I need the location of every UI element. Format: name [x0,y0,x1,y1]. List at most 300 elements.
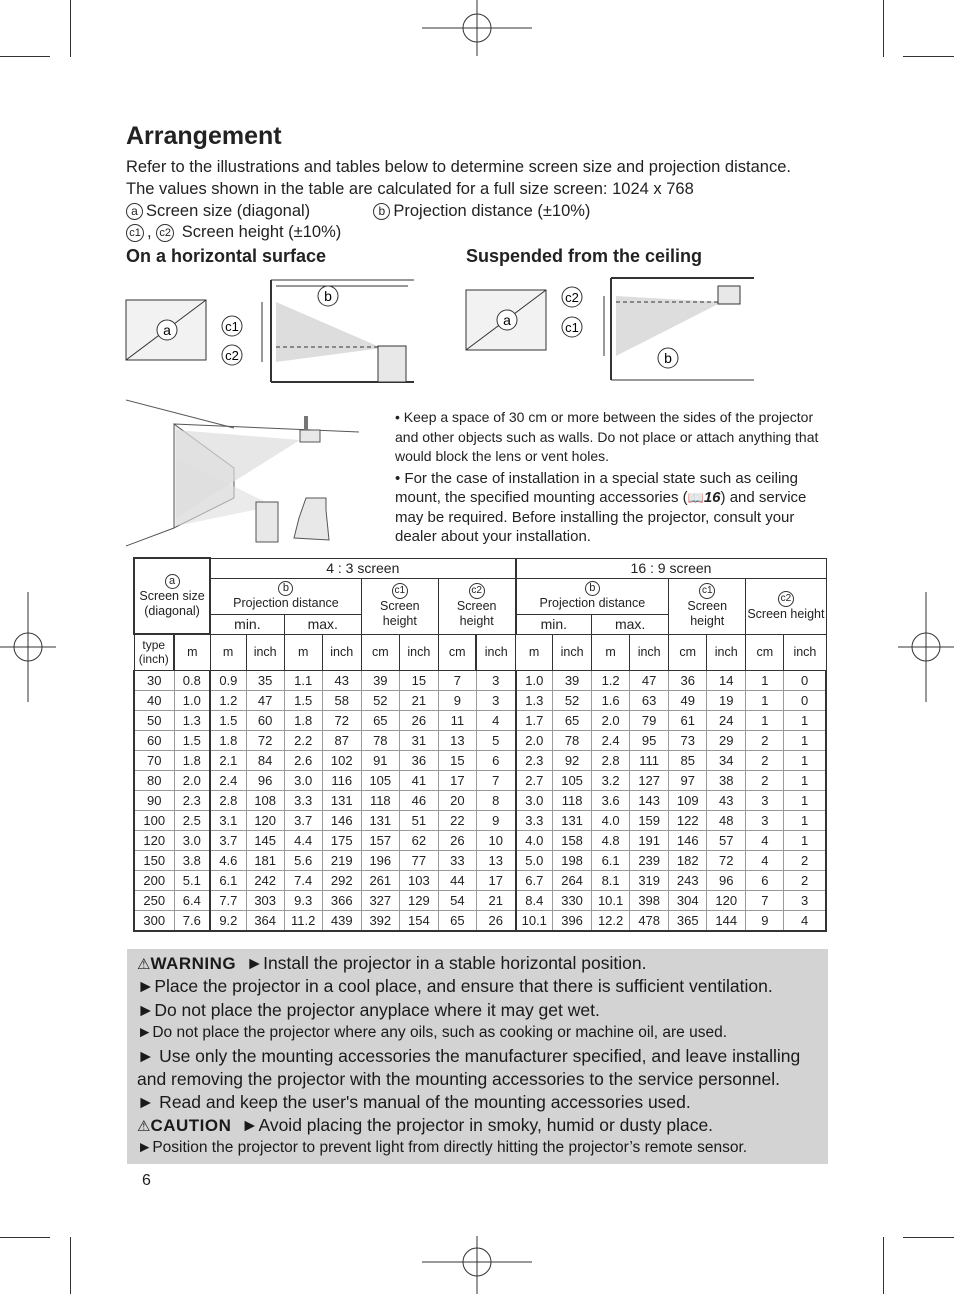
table-row [134,830,826,850]
table-row [134,810,826,830]
table-cell: 3.3 [516,810,553,830]
table-cell: 103 [399,870,438,890]
table-cell: 2 [746,730,784,750]
table-cell: 46 [399,790,438,810]
table-cell: 154 [399,910,438,931]
table-cell: 77 [399,850,438,870]
table-cell: 80 [134,770,174,790]
head-unit: m [592,634,630,670]
intro-line-1: Refer to the illustrations and tables below to determine screen size and projection distance. [126,158,791,176]
head-c1-43-text: Screen height [380,599,420,628]
table-cell: 72 [322,710,361,730]
table-cell: 96 [707,870,746,890]
warning-line-3: ►Do not place the projector anyplace where it may get wet. [137,1000,600,1020]
marker-a: a [126,203,143,220]
table-cell: 2.6 [284,750,322,770]
head-unit: inch [784,634,826,670]
table-cell: 84 [246,750,284,770]
table-cell: 108 [246,790,284,810]
table-cell: 4 [784,910,826,931]
table-cell: 15 [438,750,476,770]
table-cell: 4.4 [284,830,322,850]
warning-box [127,949,828,1164]
table-cell: 60 [134,730,174,750]
table-cell: 100 [134,810,174,830]
note-special-ref: 16 [703,489,721,506]
caution-triangle-icon: ⚠ [137,1118,151,1135]
table-cell: 10.1 [516,910,553,931]
head-screen-size-text: Screen size (diagonal) [139,588,205,618]
table-cell: 304 [669,890,707,910]
head-unit: m [516,634,553,670]
table-cell: 3.0 [516,790,553,810]
table-cell: 1 [784,810,826,830]
table-cell: 2.7 [516,770,553,790]
table-cell: 5 [476,730,515,750]
table-cell: 1.2 [210,690,246,710]
table-cell: 7.7 [210,890,246,910]
table-cell: 79 [630,710,669,730]
note-special-pre: • For the case of installation in a special state such as ceiling mount, the specified mounting accessories ( [395,469,798,506]
head-c1-169-text: Screen height [687,599,728,628]
legend-comma: , [147,223,152,241]
head-mark-c1-43: c1 [392,583,408,599]
c-label-c1: c1 [565,320,579,335]
head-unit: inch [630,634,669,670]
table-cell: 1 [746,690,784,710]
table-cell: 3.0 [284,770,322,790]
caution-tag: CAUTION [150,1116,232,1135]
head-mark-c2-43: c2 [469,583,485,599]
table-cell: 9 [746,910,784,931]
table-cell: 36 [669,670,707,690]
table-cell: 65 [361,710,399,730]
table-cell: 303 [246,890,284,910]
table-cell: 105 [361,770,399,790]
warning-line-1 [137,953,646,974]
caution-line-2: ►Position the projector to prevent light from directly hitting the projector’s remote sensor. [137,1139,748,1156]
table-row [134,690,826,710]
table-cell: 131 [361,810,399,830]
table-cell: 2.8 [592,750,630,770]
table-cell: 7 [438,670,476,690]
table-cell: 327 [361,890,399,910]
table-cell: 2.3 [516,750,553,770]
table-cell: 95 [630,730,669,750]
table-cell: 2.4 [592,730,630,750]
table-row [134,670,826,690]
head-unit: cm [438,634,476,670]
head-unit: inch [553,634,592,670]
head-proj-43-text: Projection distance [233,596,339,611]
table-cell: 3.8 [174,850,210,870]
table-cell: 43 [322,670,361,690]
table-cell: 65 [553,710,592,730]
head-type-inch: type (inch) [134,634,174,670]
head-mark-a: a [165,574,180,589]
table-cell: 239 [630,850,669,870]
table-cell: 22 [438,810,476,830]
table-cell: 191 [630,830,669,850]
table-cell: 13 [476,850,515,870]
table-cell: 6.4 [174,890,210,910]
table-cell: 264 [553,870,592,890]
table-cell: 87 [322,730,361,750]
table-cell: 198 [553,850,592,870]
table-cell: 0.9 [210,670,246,690]
table-cell: 65 [438,910,476,931]
c-label-b: b [664,350,672,366]
warning-triangle-icon: ⚠ [137,956,151,973]
table-cell: 54 [438,890,476,910]
table-cell: 12.2 [592,910,630,931]
table-cell: 4.8 [592,830,630,850]
table-cell: 38 [707,770,746,790]
table-cell: 392 [361,910,399,931]
table-cell: 11 [438,710,476,730]
table-cell: 39 [553,670,592,690]
table-body [134,670,826,931]
table-cell: 158 [553,830,592,850]
page-title: Arrangement [126,122,282,150]
table-cell: 4.6 [210,850,246,870]
table-cell: 1.8 [210,730,246,750]
table-cell: 1.6 [592,690,630,710]
table-row [134,910,826,931]
table-cell: 6.7 [516,870,553,890]
table-cell: 2.2 [284,730,322,750]
table-cell: 97 [669,770,707,790]
table-cell: 17 [438,770,476,790]
table-cell: 9.3 [284,890,322,910]
table-cell: 2 [746,770,784,790]
table-cell: 109 [669,790,707,810]
table-cell: 120 [707,890,746,910]
table-cell: 3.0 [174,830,210,850]
table-cell: 7 [476,770,515,790]
table-cell: 175 [322,830,361,850]
table-cell: 52 [553,690,592,710]
table-cell: 72 [707,850,746,870]
table-cell: 6 [746,870,784,890]
table-cell: 47 [246,690,284,710]
table-cell: 7 [746,890,784,910]
table-row [134,850,826,870]
table-cell: 72 [246,730,284,750]
table-cell: 1.3 [174,710,210,730]
table-cell: 150 [134,850,174,870]
head-unit: inch [322,634,361,670]
c-label-a: a [503,312,511,328]
head-screen-size [134,558,210,634]
table-cell: 6.1 [592,850,630,870]
table-cell: 1 [784,710,826,730]
table-cell: 57 [707,830,746,850]
table-cell: 19 [707,690,746,710]
c-label-c2: c2 [565,290,579,305]
table-cell: 5.6 [284,850,322,870]
table-cell: 2.0 [516,730,553,750]
head-max-43: max. [284,614,361,634]
table-cell: 60 [246,710,284,730]
head-group-169: 16 : 9 screen [516,558,827,578]
table-cell: 2.0 [592,710,630,730]
table-cell: 44 [438,870,476,890]
page-number: 6 [142,1172,151,1189]
table-cell: 8 [476,790,515,810]
table-cell: 21 [476,890,515,910]
table-cell: 10.1 [592,890,630,910]
marker-c1: c1 [126,224,144,242]
table-cell: 11.2 [284,910,322,931]
table-cell: 10 [476,830,515,850]
table-cell: 3.1 [210,810,246,830]
head-unit: cm [746,634,784,670]
table-cell: 26 [438,830,476,850]
table-cell: 3.7 [210,830,246,850]
legend-b-text: Projection distance (±10%) [393,202,591,220]
table-cell: 250 [134,890,174,910]
table-cell: 6 [476,750,515,770]
table-cell: 365 [669,910,707,931]
section-horizontal: On a horizontal surface [126,246,327,266]
table-cell: 92 [553,750,592,770]
warning-tag: WARNING [150,954,237,973]
table-cell: 4.0 [516,830,553,850]
table-cell: 14 [707,670,746,690]
table-cell: 17 [476,870,515,890]
table-cell: 96 [246,770,284,790]
room-illustration [124,398,364,548]
horizontal-diagram [120,272,420,392]
table-cell: 43 [707,790,746,810]
table-cell: 20 [438,790,476,810]
table-cell: 2 [784,870,826,890]
table-cell: 33 [438,850,476,870]
table-cell: 8.1 [592,870,630,890]
table-cell: 0 [784,690,826,710]
ceiling-diagram [460,272,760,387]
table-cell: 3.3 [284,790,322,810]
warning-line-2: ►Place the projector in a cool place, and ensure that there is sufficient ventilation. [137,976,773,996]
legend-line-2 [126,221,341,243]
table-cell: 91 [361,750,399,770]
table-cell: 243 [669,870,707,890]
table-cell: 181 [246,850,284,870]
table-cell: 5.0 [516,850,553,870]
h-label-c1: c1 [225,319,239,334]
table-row [134,750,826,770]
legend-c-text: Screen height (±10%) [181,223,342,241]
head-unit: inch [476,634,515,670]
table-cell: 120 [134,830,174,850]
head-proj-169 [516,578,669,614]
table-cell: 7.6 [174,910,210,931]
table-cell: 39 [361,670,399,690]
table-cell: 439 [322,910,361,931]
table-cell: 3.6 [592,790,630,810]
table-cell: 157 [361,830,399,850]
table-cell: 478 [630,910,669,931]
table-cell: 29 [707,730,746,750]
head-unit: m [210,634,246,670]
table-cell: 31 [399,730,438,750]
table-cell: 146 [669,830,707,850]
table-cell: 242 [246,870,284,890]
head-c1-169 [669,578,746,634]
table-cell: 21 [399,690,438,710]
table-cell: 1 [784,750,826,770]
table-cell: 1.2 [592,670,630,690]
table-cell: 40 [134,690,174,710]
warning-line-6: ► Read and keep the user's manual of the mounting accessories used. [137,1092,691,1112]
table-cell: 8.4 [516,890,553,910]
table-cell: 41 [399,770,438,790]
table-cell: 35 [246,670,284,690]
head-max-169: max. [592,614,669,634]
head-unit: cm [361,634,399,670]
table-cell: 48 [707,810,746,830]
table-cell: 3.2 [592,770,630,790]
table-cell: 131 [322,790,361,810]
caution-text-1: ►Avoid placing the projector in smoky, humid or dusty place. [241,1115,714,1135]
table-cell: 9 [438,690,476,710]
table-cell: 1 [784,730,826,750]
table-cell: 182 [669,850,707,870]
table-cell: 4 [476,710,515,730]
table-cell: 61 [669,710,707,730]
table-row [134,890,826,910]
table-cell: 85 [669,750,707,770]
table-cell: 90 [134,790,174,810]
head-c1-43 [361,578,438,634]
table-cell: 26 [399,710,438,730]
table-row [134,770,826,790]
table-cell: 47 [630,670,669,690]
table-cell: 111 [630,750,669,770]
table-cell: 196 [361,850,399,870]
head-unit: cm [669,634,707,670]
table-cell: 2.5 [174,810,210,830]
section-ceiling: Suspended from the ceiling [466,246,703,266]
table-cell: 62 [399,830,438,850]
warning-line-5b: and removing the projector with the mounting accessories to the service personnel. [137,1069,780,1089]
table-cell: 118 [553,790,592,810]
table-cell: 34 [707,750,746,770]
table-cell: 78 [361,730,399,750]
table-cell: 1.8 [174,750,210,770]
marker-b: b [373,203,390,220]
warning-text-1: ►Install the projector in a stable horizontal position. [245,953,647,973]
head-proj-43 [210,578,361,614]
head-c2-169 [746,578,826,634]
table-cell: 398 [630,890,669,910]
head-unit: m [284,634,322,670]
h-label-c2: c2 [225,348,239,363]
warning-line-5a: ► Use only the mounting accessories the manufacturer specified, and leave installing [137,1046,801,1066]
head-unit: inch [707,634,746,670]
table-cell: 73 [669,730,707,750]
caution-line [137,1115,713,1136]
table-cell: 63 [630,690,669,710]
table-cell: 3 [476,670,515,690]
table-cell: 1.3 [516,690,553,710]
table-cell: 24 [707,710,746,730]
table-cell: 364 [246,910,284,931]
table-cell: 2.8 [210,790,246,810]
table-cell: 1.5 [210,710,246,730]
table-cell: 129 [399,890,438,910]
installation-notes [395,408,830,547]
table-cell: 3 [746,810,784,830]
head-min-43: min. [210,614,284,634]
table-cell: 3 [746,790,784,810]
table-cell: 52 [361,690,399,710]
table-cell: 145 [246,830,284,850]
table-cell: 58 [322,690,361,710]
table-cell: 1.1 [284,670,322,690]
h-label-b: b [324,288,332,304]
marker-c2: c2 [156,224,174,242]
table-cell: 9.2 [210,910,246,931]
table-cell: 51 [399,810,438,830]
table-cell: 3 [476,690,515,710]
table-cell: 36 [399,750,438,770]
head-c2-169-text: Screen height [747,606,825,621]
table-cell: 330 [553,890,592,910]
h-label-a: a [163,322,171,338]
table-cell: 0.8 [174,670,210,690]
table-cell: 143 [630,790,669,810]
table-cell: 366 [322,890,361,910]
table-cell: 144 [707,910,746,931]
table-row [134,730,826,750]
table-cell: 1.5 [284,690,322,710]
head-mark-c1-169: c1 [699,583,715,599]
table-cell: 26 [476,910,515,931]
head-unit: inch [399,634,438,670]
table-cell: 300 [134,910,174,931]
table-cell: 2 [784,850,826,870]
table-cell: 4 [746,830,784,850]
table-cell: 13 [438,730,476,750]
head-proj-169-text: Projection distance [539,596,646,611]
table-cell: 5.1 [174,870,210,890]
table-cell: 1.7 [516,710,553,730]
table-cell: 3 [784,890,826,910]
table-cell: 1.0 [516,670,553,690]
table-cell: 1.5 [174,730,210,750]
table-cell: 1.0 [174,690,210,710]
table-cell: 1 [746,670,784,690]
table-cell: 1.8 [284,710,322,730]
table-cell: 118 [361,790,399,810]
table-cell: 219 [322,850,361,870]
table-cell: 200 [134,870,174,890]
table-cell: 50 [134,710,174,730]
legend-a-text: Screen size (diagonal) [146,202,311,220]
table-cell: 6.1 [210,870,246,890]
table-cell: 1 [784,830,826,850]
table-cell: 30 [134,670,174,690]
table-row [134,710,826,730]
table-cell: 49 [669,690,707,710]
table-cell: 122 [669,810,707,830]
table-cell: 2.4 [210,770,246,790]
table-cell: 7.4 [284,870,322,890]
table-cell: 2.0 [174,770,210,790]
projection-table [133,557,827,932]
